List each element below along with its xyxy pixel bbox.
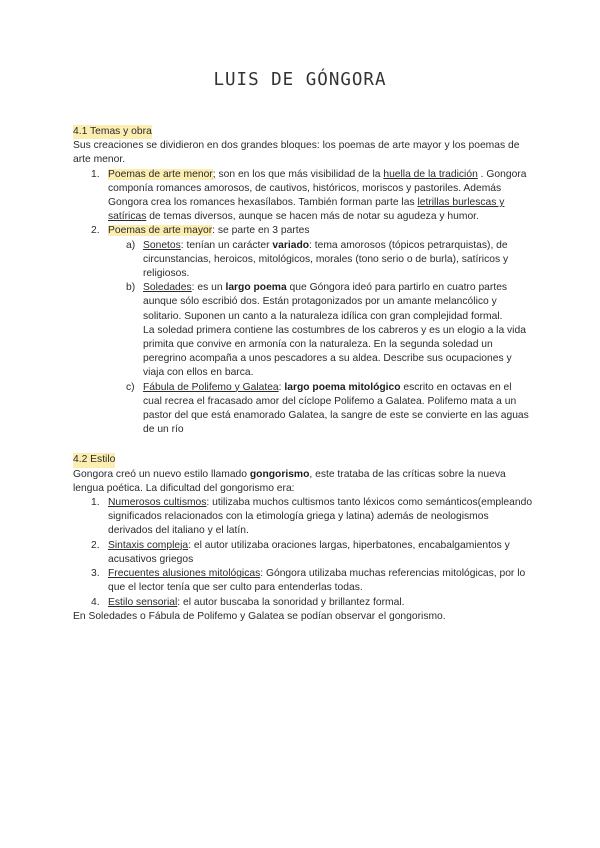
estilo-list (73, 496, 533, 610)
document-body (73, 125, 533, 624)
list-item (91, 496, 533, 539)
list-number: 1. (91, 168, 100, 180)
arte-mayor-sublist (108, 239, 533, 438)
bold-largo-poema-mitologico: largo poema mitológico (284, 381, 401, 393)
closing-sentence: En Soledades o Fábula de Polifemo y Galatea se podían observar el gongorismo. (73, 610, 446, 622)
list-item (91, 596, 533, 610)
bold-variado: variado (272, 239, 310, 251)
text-fragment: : tema amorosos (tópicos petrarquistas), de circunstancias, heroicos, mitológicos, morales (tono serio o de burla), satíricos y religiosos. (143, 239, 509, 280)
section-intro-temas: Sus creaciones se dividieron en dos grandes bloques: los poemas de arte mayor y los poemas de arte menor. (73, 140, 520, 166)
term-polifemo: Fábula de Polifemo y Galatea (143, 381, 279, 393)
term-alusiones: Frecuentes alusiones mitológicas (108, 568, 261, 580)
text-fragment: ; (212, 168, 216, 180)
text-fragment: , este trataba de las críticas sobre la nueva lengua poética. La dificultad del gongorismo era: (73, 468, 506, 494)
term-huella-tradicion: huella de la tradición (383, 168, 478, 180)
text-fragment: : es un (191, 282, 226, 294)
list-number: 2. (91, 539, 100, 551)
text-fragment: : (278, 381, 285, 393)
list-item-arte-mayor (91, 224, 533, 437)
text-fragment: que Góngora ideó para partirlo en cuatro partes aunque sólo escribió dos. Están protagonizados por un amante melancólico y solitario. Suponen un canto a la naturaleza idílica con gran complejidad formal. (143, 282, 508, 322)
term-cultismos: Numerosos cultismos (108, 497, 207, 509)
page-title: LUIS DE GÓNGORA (213, 70, 387, 90)
bold-gongorismo: gongorismo (249, 468, 310, 480)
list-item (91, 539, 533, 567)
text-fragment: . Gongora componía romances amorosos, de cautivos, históricos, moriscos y pastoriles. Además Gongora crea los romances hexasílabos. También forman parte las (108, 168, 527, 209)
text-fragment: : tenían un carácter (180, 239, 273, 251)
text-fragment: Gongora creó un nuevo estilo llamado (73, 468, 250, 480)
text-fragment: : el autor utilizaba oraciones largas, hiperbatones, encabalgamientos y acusativos griegos (108, 539, 510, 565)
list-number: 1. (91, 497, 100, 509)
sublist-item-sonetos (126, 239, 533, 282)
list-letter: b) (126, 282, 136, 294)
text-fragment: : utilizaba muchos cultismos tanto léxicos como semánticos(empleando significados relacionados con la etimología griega y latina) además de neologismos derivados del italiano y el latín. (108, 497, 533, 537)
list-item-arte-menor (91, 168, 533, 225)
list-item (91, 567, 533, 595)
list-letter: c) (126, 381, 135, 393)
section-heading-temas: 4.1 Temas y obra (73, 125, 152, 139)
text-fragment: : el autor buscaba la sonoridad y brillantez formal. (177, 596, 405, 608)
text-fragment: : se parte en 3 partes (212, 225, 310, 237)
text-fragment: son en los que más visibilidad de la (215, 168, 384, 180)
term-sintaxis: Sintaxis compleja (108, 539, 189, 551)
bold-largo-poema: largo poema (225, 282, 287, 294)
term-letrillas: letrillas burlescas y satíricas (108, 197, 505, 223)
term-soledades: Soledades (143, 282, 192, 294)
text-fragment: : Góngora utilizaba muchas referencias mitológicas, por lo que el lector tenía que ser culto para entenderlas todas. (108, 568, 526, 594)
term-sonetos: Sonetos (143, 239, 181, 251)
text-fragment: de temas diversos, aunque se hacen más de notar su agudeza y humor. (146, 211, 479, 223)
term-estilo-sensorial: Estilo sensorial (108, 596, 178, 608)
sublist-item-soledades (126, 281, 533, 380)
text-fragment: escrito en octavas en el cual recrea el fracasado amor del cíclope Polifemo a Galatea. Polifemo mata a un pastor del que está enamorado Galatea, la sangre de este se convierte en las aguas de un río (143, 381, 529, 436)
list-number: 2. (91, 225, 100, 237)
list-letter: a) (126, 239, 136, 251)
sublist-item-polifemo (126, 381, 533, 438)
term-arte-mayor: Poemas de arte mayor (108, 225, 213, 237)
list-number: 3. (91, 568, 100, 580)
term-arte-menor: Poemas de arte menor (108, 168, 213, 180)
soledades-paragraph-2: La soledad primera contiene las costumbres de los cabreros y es un elogio a la vida primita que convive en armonía con la naturaleza. En la segunda soledad un peregrino acompaña a unos pescadores a su aldea. Describe sus ocupaciones y viaja con ellos en barca. (143, 324, 526, 379)
temas-list (73, 168, 533, 438)
section-heading-estilo: 4.2 Estilo (73, 453, 115, 467)
list-number: 4. (91, 596, 100, 608)
section-intro-estilo (73, 468, 533, 496)
section-estilo (73, 453, 533, 623)
